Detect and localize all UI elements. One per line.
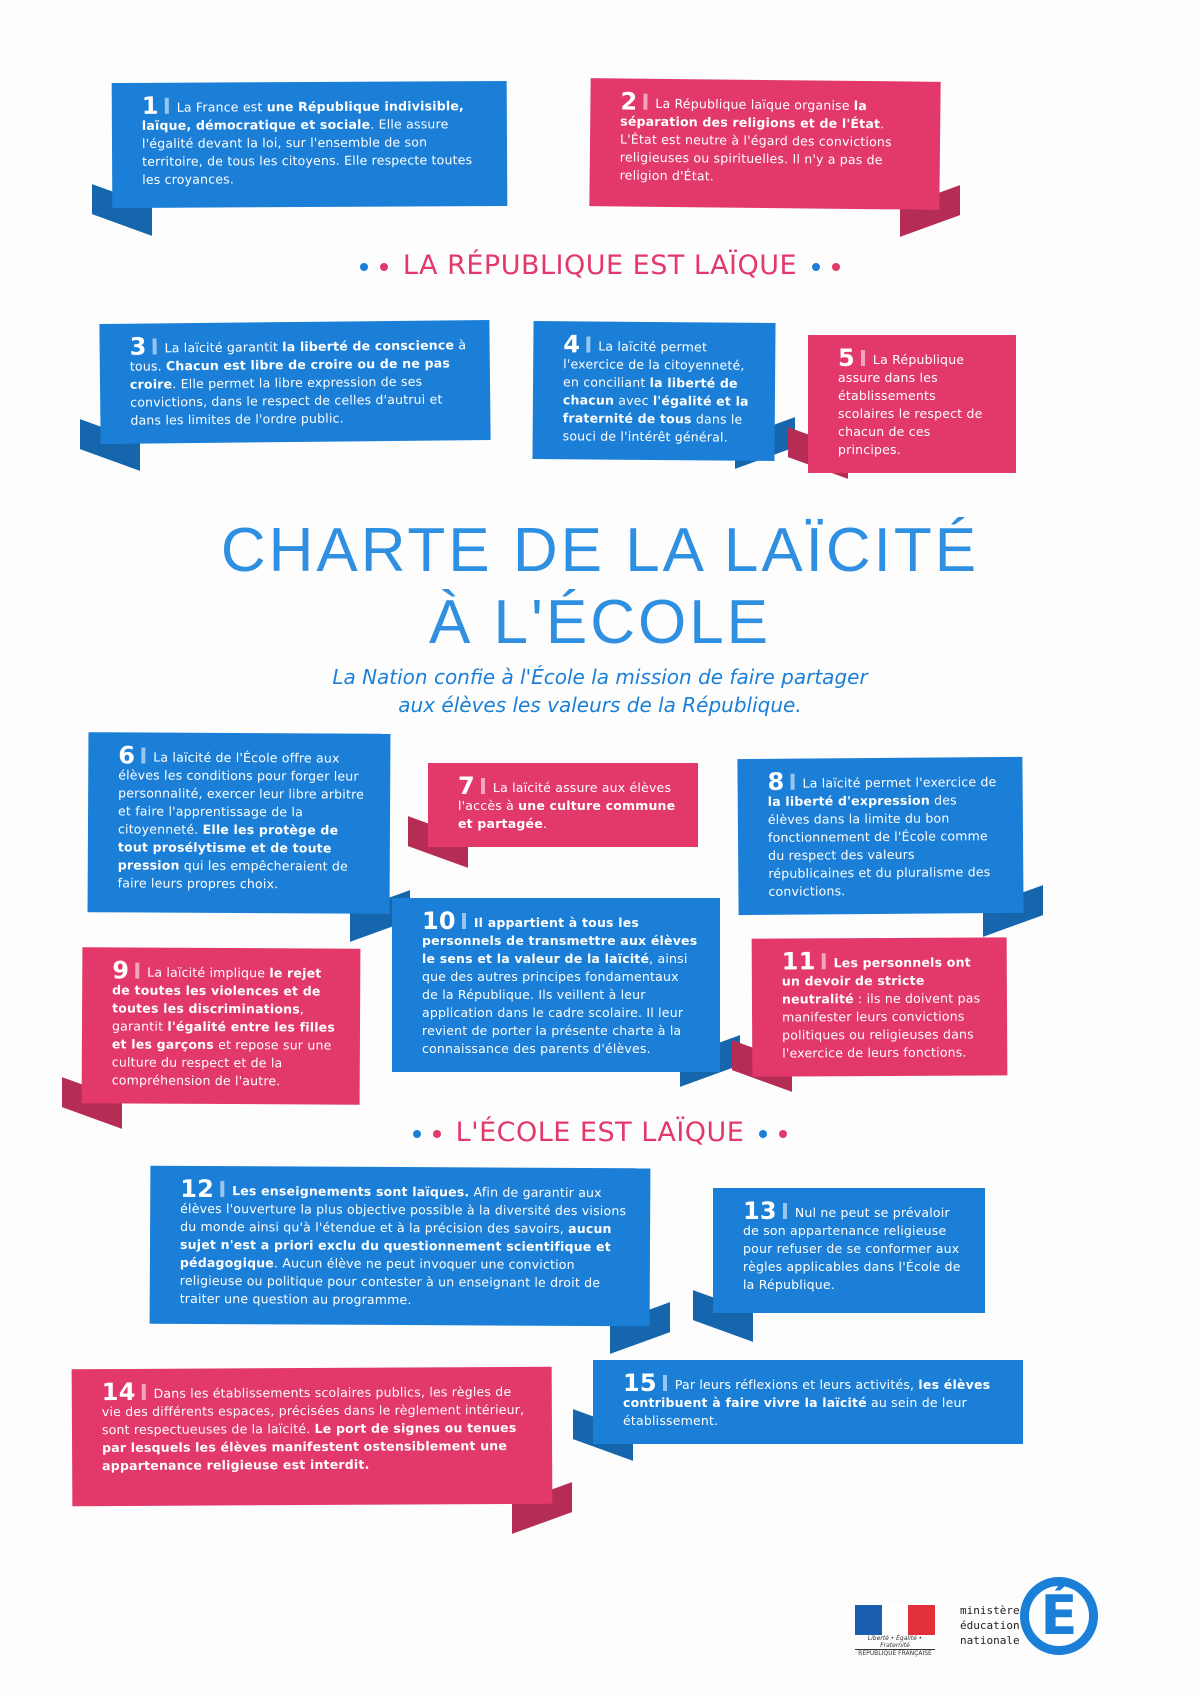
separator-bar <box>861 350 865 366</box>
heading-school-text: L'ÉCOLE EST LAÏQUE <box>455 1117 745 1148</box>
article-text: Nul ne peut se prévaloir de son appartenance religieuse pour refuser de se conformer aux règles applicables dans l'École de la République. <box>743 1205 961 1292</box>
article-number: 5 <box>838 344 855 372</box>
separator-bar <box>481 778 485 794</box>
separator-bar <box>586 336 590 352</box>
article-text-bold: Il appartient à tous les personnels de transmettre aux élèves le sens et la valeur de la laïcité <box>422 915 698 966</box>
article-text: Par leurs réflexions et leurs activités, <box>674 1377 919 1392</box>
article-text: . Elle assure l'égalité devant la loi, sur l'ensemble de son territoire, de tous les citoyens. Elle respecte toutes les croyances. <box>141 116 473 187</box>
article-text: qui les empêcheraient de faire leurs propres choix. <box>117 857 348 892</box>
article-text: La laïcité assure aux élèves l'accès à <box>458 780 672 813</box>
article-text: dans le souci de l'intérêt général. <box>562 411 743 445</box>
page-title <box>0 515 1200 659</box>
separator-bar <box>220 1181 224 1197</box>
article-text-bold: l'égalité et la fraternité de tous <box>562 392 749 427</box>
article-text-bold: le rejet de toutes les violences et de toutes les discriminations <box>112 965 322 1017</box>
separator-bar <box>165 98 169 114</box>
article-text: La laïcité de l'École offre aux élèves les conditions pour forger leur personnalité, exercer leur libre arbitre et faire l'apprentissage de la citoyenneté. <box>117 749 365 837</box>
article-number: 15 <box>623 1369 657 1397</box>
article-text-bold: l'égalité entre les filles et les garçons <box>111 1018 336 1052</box>
article-text: avec <box>614 392 653 408</box>
article-text-bold: une République indivisible, laïque, démocratique et sociale <box>141 98 464 133</box>
separator-bar <box>152 338 156 354</box>
article-text-bold: aucun sujet n'est a priori exclu du questionnement scientifique et pédagogique <box>179 1220 612 1271</box>
title-line-1: CHARTE DE LA LAÏCITÉ <box>220 516 980 585</box>
article-text-bold: la liberté de chacun <box>562 374 738 408</box>
article-text: : ils ne doivent pas manifester leurs convictions politiques ou religieuses dans l'exercice de leurs fonctions. <box>782 990 981 1061</box>
article-text: . <box>542 816 548 831</box>
article-10 <box>392 898 720 1072</box>
article-text-bold: la séparation des religions et de l'État <box>620 97 881 132</box>
article-text: , garantit <box>111 1001 305 1034</box>
article-number: 10 <box>422 907 456 935</box>
article-text: La laïcité permet l'exercice de <box>802 774 997 791</box>
article-text: et repose sur une culture du respect et de la compréhension de l'autre. <box>111 1036 332 1089</box>
article-number: 8 <box>767 767 785 796</box>
subtitle <box>0 663 1200 719</box>
article-8 <box>737 757 1023 915</box>
article-text: à tous. <box>129 337 467 374</box>
article-text: Afin de garantir aux élèves l'ouverture la plus objective possible à la diversité des visions du monde ainsi qu'à l'étendue et à la précision des savoirs, <box>180 1184 627 1236</box>
separator-bar <box>141 747 145 763</box>
article-text-bold: une culture commune et partagée <box>458 798 676 831</box>
article-number: 4 <box>563 330 581 359</box>
article-number: 7 <box>458 772 475 800</box>
article-text-bold: la liberté d'expression <box>767 792 930 809</box>
article-text: des élèves dans la limite du bon fonctionnement de l'École comme du respect des valeurs républicaines et du pluralisme des convictions. <box>767 792 991 899</box>
article-number: 9 <box>112 956 130 985</box>
article-13 <box>713 1188 985 1313</box>
article-number: 12 <box>180 1174 215 1204</box>
article-4 <box>532 321 775 461</box>
article-3 <box>99 320 490 444</box>
separator-bar <box>663 1375 667 1391</box>
article-1 <box>112 81 508 208</box>
article-text-bold: la liberté de conscience <box>282 337 455 355</box>
heading-school <box>0 1117 1200 1148</box>
ministry-line-1: ministère <box>960 1604 1020 1617</box>
article-6 <box>88 732 391 914</box>
article-text-bold: Le port de signes ou tenues par lesquels les élèves manifestent ostensiblement une appartenance religieuse est interdit. <box>102 1419 517 1474</box>
ministry-line-3: nationale <box>960 1634 1020 1647</box>
article-5 <box>808 335 1016 473</box>
article-text: Dans les établissements scolaires publics, les règles de vie des différents espaces, précisées dans le règlement intérieur, sont respectueuses de la laïcité. <box>101 1383 525 1438</box>
separator-bar <box>135 963 139 979</box>
article-number: 1 <box>141 91 159 120</box>
article-number: 3 <box>129 332 147 361</box>
separator-bar <box>462 913 466 929</box>
heading-republic-text: LA RÉPUBLIQUE EST LAÏQUE <box>402 250 798 281</box>
separator-bar <box>142 1384 146 1400</box>
article-text-bold: Elle les protège de tout prosélytisme et de toute pression <box>117 821 339 873</box>
article-text: . Aucun élève ne peut invoquer une conviction religieuse ou politique pour contester à un enseignant le droit de traiter une question au programme. <box>179 1255 601 1308</box>
article-number: 14 <box>101 1377 136 1407</box>
ministry-line-2: éducation <box>960 1619 1020 1632</box>
article-text: , ainsi que des autres principes fondamentaux de la République. Ils veillent à leur application dans le cadre scolaire. Il leur revient de porter la présente charte à la connaissance des parents d'élèves. <box>422 951 688 1056</box>
article-text: La laïcité garantit <box>164 339 283 356</box>
article-text: La laïcité implique <box>147 964 270 981</box>
separator-bar <box>643 94 647 110</box>
logos <box>855 1555 1115 1665</box>
article-text: . Elle permet la libre expression de ses convictions, dans le respect de celles d'autrui et dans les limites de l'ordre public. <box>130 373 443 428</box>
article-text: . L'État est neutre à l'égard des convictions religieuses ou spirituelles. Il n'y a pas de religion d'État. <box>619 116 892 184</box>
article-text-bold: Les enseignements sont laïques. <box>232 1183 470 1200</box>
article-2 <box>589 78 940 210</box>
article-text: La République laïque organise <box>655 95 854 113</box>
subtitle-line-1: La Nation confie à l'École la mission de faire partager <box>332 665 868 689</box>
article-text: La laïcité permet l'exercice de la citoyenneté, en conciliant <box>563 338 745 390</box>
article-text: La République assure dans les établissements scolaires le respect de chacun de ces principes. <box>838 352 983 457</box>
separator-bar <box>822 953 826 969</box>
article-9 <box>82 947 361 1104</box>
article-7 <box>428 763 698 847</box>
article-number: 13 <box>743 1197 777 1225</box>
subtitle-line-2: aux élèves les valeurs de la République. <box>398 693 802 717</box>
heading-republic <box>0 250 1200 281</box>
separator-bar <box>790 774 794 790</box>
separator-bar <box>783 1203 787 1219</box>
rf-name: RÉPUBLIQUE FRANÇAISE <box>858 1650 932 1657</box>
education-nationale-logo: É <box>1020 1577 1098 1655</box>
article-number: 6 <box>118 741 136 770</box>
ministry-name <box>960 1603 1020 1648</box>
republique-francaise-logo <box>855 1605 935 1657</box>
rf-motto: Liberté • Égalité • Fraternité <box>855 1635 935 1650</box>
article-text-bold: Les personnels ont un devoir de stricte neutralité <box>781 954 971 1007</box>
article-text-bold: les élèves contribuent à faire vivre la laïcité <box>623 1377 991 1410</box>
article-number: 11 <box>781 947 816 976</box>
article-14 <box>72 1367 553 1507</box>
article-11 <box>752 937 1008 1076</box>
title-line-2: À L'ÉCOLE <box>428 588 772 657</box>
article-number: 2 <box>620 87 638 116</box>
article-text: au sein de leur établissement. <box>623 1395 967 1428</box>
article-text-bold: Chacun est libre de croire ou de ne pas croire <box>129 355 451 392</box>
article-text: La France est <box>176 99 267 115</box>
article-15 <box>593 1360 1023 1444</box>
article-12 <box>150 1166 651 1327</box>
